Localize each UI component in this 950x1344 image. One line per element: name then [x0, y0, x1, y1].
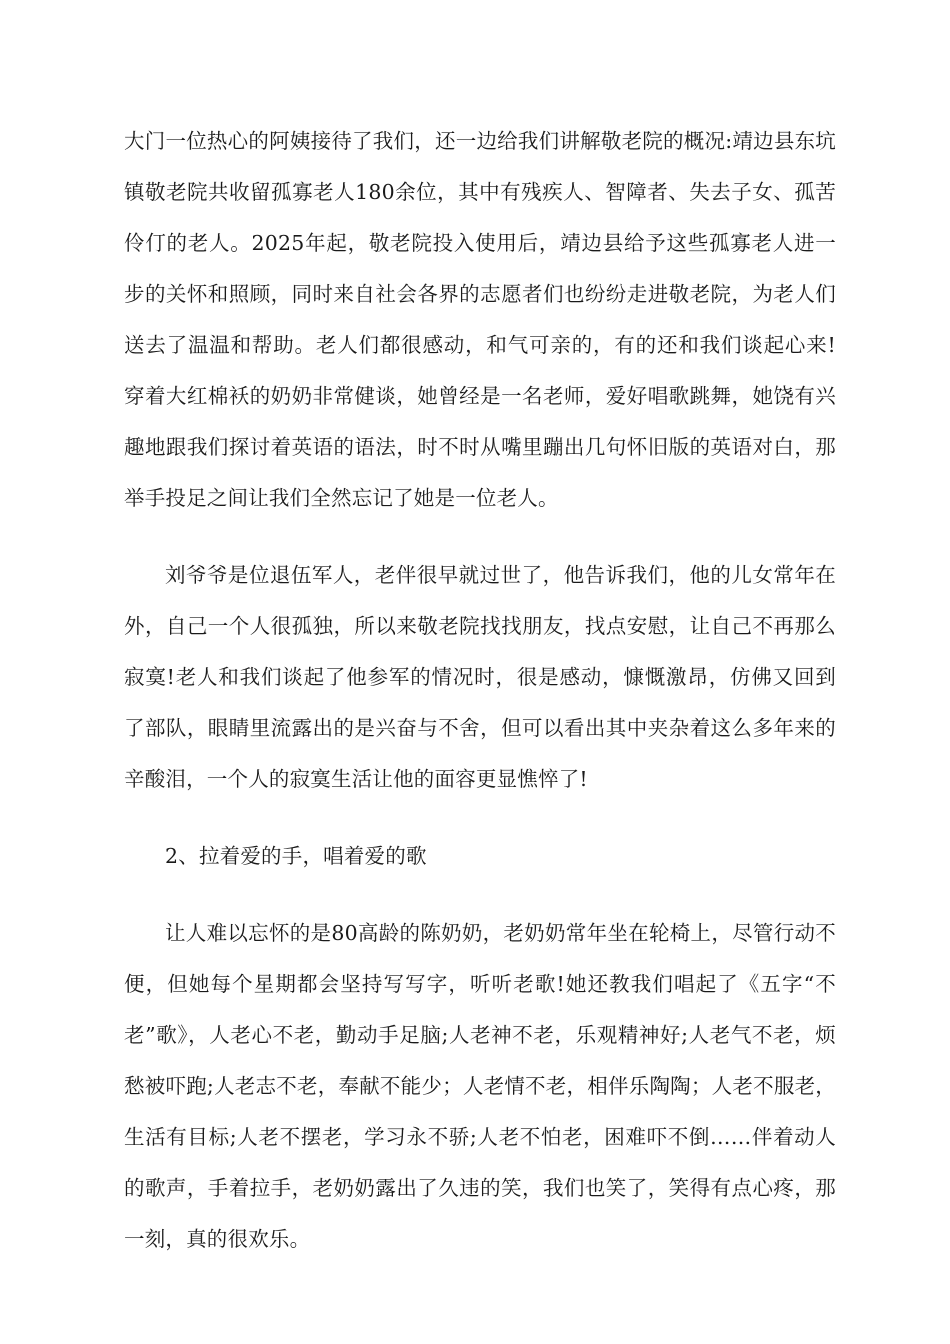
- section-heading: 2、拉着爱的手，唱着爱的歌: [165, 844, 427, 868]
- paragraph-visit-intro: 大门一位热心的阿姨接待了我们，还一边给我们讲解敬老院的概况:靖边县东坑镇敬老院共收留孤寡老人180余位，其中有残疾人、智障者、失去子女、孤苦伶仃的老人。2025年起，敬老院投入使用后，靖边县给予这些孤寡老人进一步的关怀和照顾，同时来自社会各界的志愿者们也纷纷走进敬老院，为老人们送去了温温和帮助。老人们都很感动，和气可亲的，有的还和我们谈起心来!穿着大红棉袄的奶奶非常健谈，她曾经是一名老师，爱好唱歌跳舞，她饶有兴趣地跟我们探讨着英语的语法，时不时从嘴里蹦出几句怀旧版的英语对白，那举手投足之间让我们全然忘记了她是一位老人。: [124, 129, 836, 510]
- paragraph-grandpa-liu: 刘爷爷是位退伍军人，老伴很早就过世了，他告诉我们，他的儿女常年在外，自己一个人很孤独，所以来敬老院找找朋友，找点安慰，让自己不再那么寂寞!老人和我们谈起了他参军的情况时，很是感动，慷慨激昂，仿佛又回到了部队，眼睛里流露出的是兴奋与不舍，但可以看出其中夹杂着这么多年来的辛酸泪，一个人的寂寞生活让他的面容更显憔悴了!: [124, 563, 836, 791]
- document-page: [124, 116, 836, 1265]
- paragraph-grandma-chen: 让人难以忘怀的是80高龄的陈奶奶，老奶奶常年坐在轮椅上，尽管行动不便，但她每个星期都会坚持写写字，听听老歌!她还教我们唱起了《五字“不老”歌》，人老心不老，勤动手足脑;人老神不老，乐观精神好;人老气不老，烦愁被吓跑;人老志不老，奉献不能少；人老情不老，相伴乐陶陶；人老不服老，生活有目标;人老不摆老，学习永不骄;人老不怕老，困难吓不倒……伴着动人的歌声，手着拉手，老奶奶露出了久违的笑，我们也笑了，笑得有点心疼，那一刻，真的很欢乐。: [124, 921, 836, 1251]
